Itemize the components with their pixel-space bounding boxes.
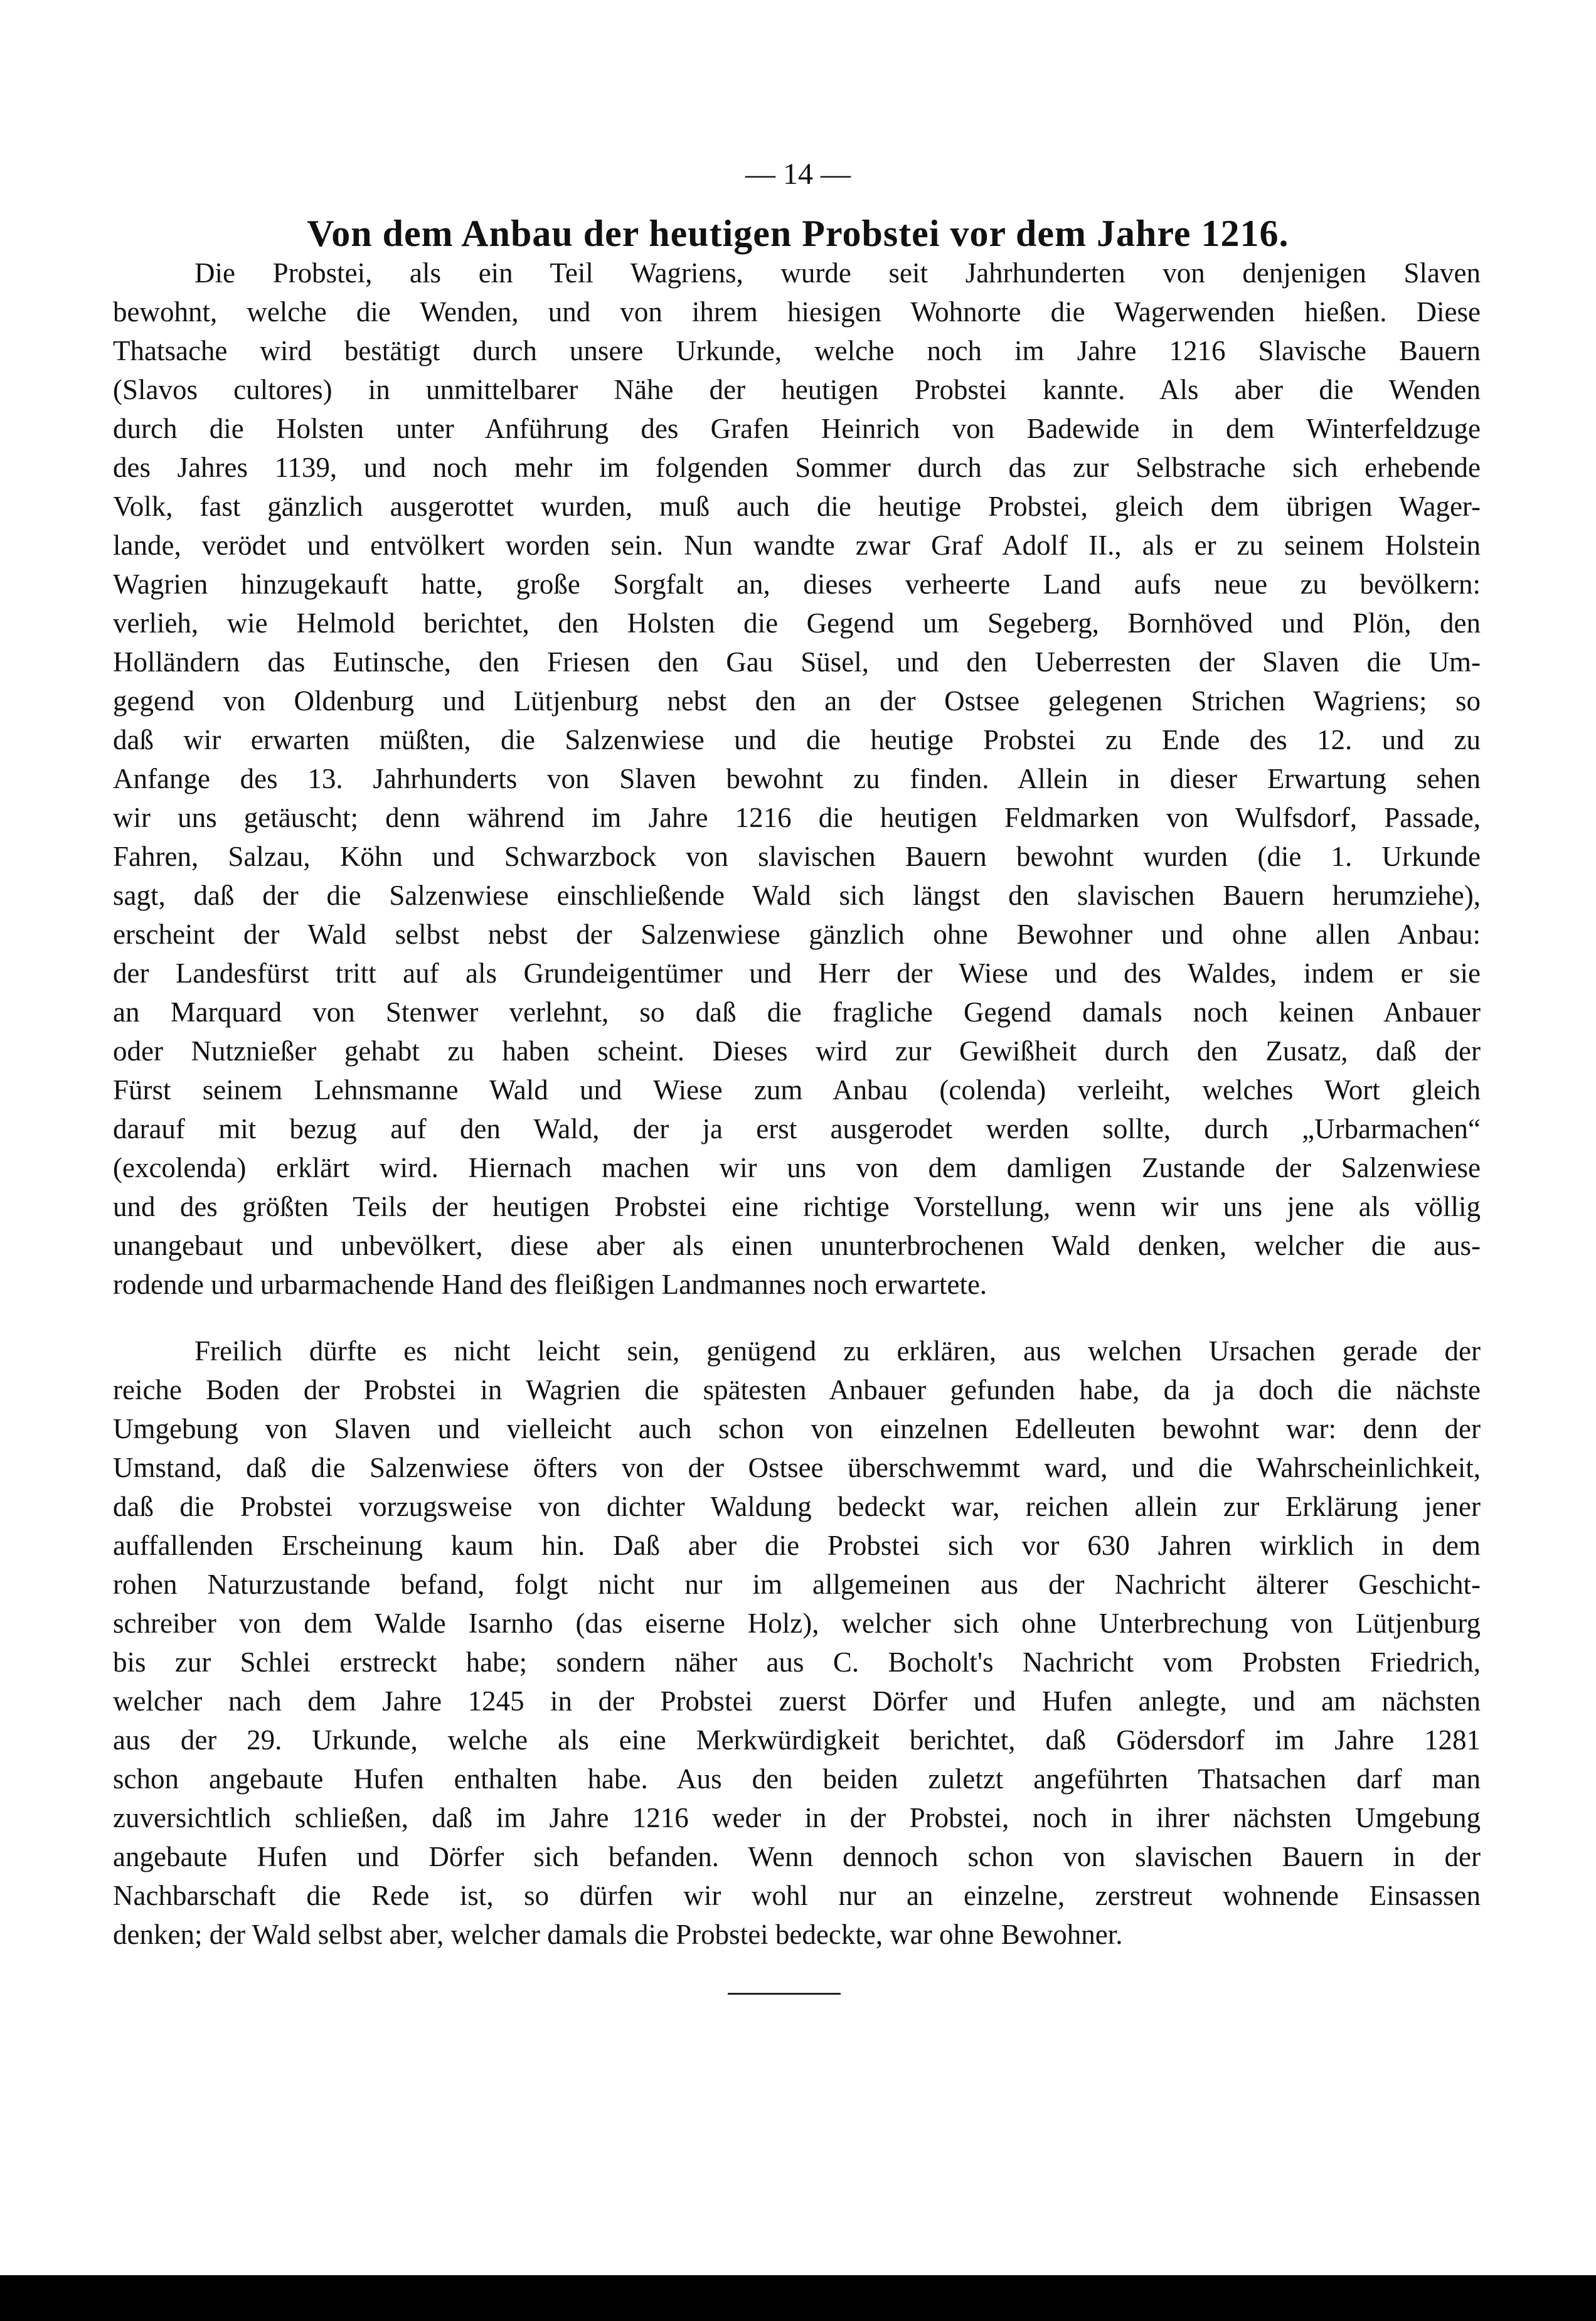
text-line: bewohnt, welche die Wenden, und von ihrem hiesigen Wohnorte die Wagerwenden hießen. Diese: [113, 296, 1481, 328]
text-line: und des größten Teils der heutigen Probstei eine richtige Vorstellung, wenn wir uns jene als völlig: [113, 1191, 1481, 1222]
text-line: rodende und urbarmachende Hand des fleißigen Landmannes noch erwartete.: [113, 1269, 987, 1300]
text-line: auffallenden Erscheinung kaum hin. Daß aber die Probstei sich vor 630 Jahren wirklich in dem: [113, 1530, 1481, 1561]
scan-bottom-border: [0, 2275, 1596, 2321]
text-line: Freilich dürfte es nicht leicht sein, genügend zu erklären, aus welchen Ursachen gerade der: [194, 1335, 1481, 1367]
text-line: daß die Probstei vorzugsweise von dichter Waldung bedeckt war, reichen allein zur Erklärung jener: [113, 1491, 1481, 1522]
text-line: Thatsache wird bestätigt durch unsere Urkunde, welche noch im Jahre 1216 Slavische Bauern: [113, 335, 1481, 366]
text-line: sagt, daß der die Salzenwiese einschließende Wald sich längst den slavischen Bauern herumziehe),: [113, 880, 1481, 911]
text-line: verlieh, wie Helmold berichtet, den Holsten die Gegend um Segeberg, Bornhöved und Plön, den: [113, 607, 1481, 639]
text-line: (Slavos cultores) in unmittelbarer Nähe der heutigen Probstei kannte. Als aber die Wenden: [113, 374, 1481, 405]
text-line: daß wir erwarten müßten, die Salzenwiese und die heutige Probstei zu Ende des 12. und zu: [113, 724, 1481, 755]
text-line: lande, verödet und entvölkert worden sein. Nun wandte zwar Graf Adolf II., als er zu seinem Holstein: [113, 530, 1481, 561]
text-line: reiche Boden der Probstei in Wagrien die spätesten Anbauer gefunden habe, da ja doch die nächste: [113, 1374, 1481, 1406]
text-line: rohen Naturzustande befand, folgt nicht nur im allgemeinen aus der Nachricht älterer Geschicht-: [113, 1569, 1481, 1600]
text-line: der Landesfürst tritt auf als Grundeigentümer und Herr der Wiese und des Waldes, indem er sie: [113, 958, 1481, 989]
text-line: darauf mit bezug auf den Wald, der ja erst ausgerodet werden sollte, durch „Urbarmachen“: [113, 1113, 1481, 1144]
text-line: Die Probstei, als ein Teil Wagriens, wurde seit Jahrhunderten von denjenigen Slaven: [194, 257, 1481, 289]
text-line: durch die Holsten unter Anführung des Grafen Heinrich von Badewide in dem Winterfeldzuge: [113, 413, 1481, 444]
text-line: Wagrien hinzugekauft hatte, große Sorgfalt an, dieses verheerte Land aufs neue zu bevölkern:: [113, 568, 1481, 600]
text-line: (excolenda) erklärt wird. Hiernach machen wir uns von dem damligen Zustande der Salzenwiese: [113, 1152, 1481, 1183]
text-line: denken; der Wald selbst aber, welcher damals die Probstei bedeckte, war ohne Bewohner.: [113, 1919, 1123, 1950]
section-heading: Von dem Anbau der heutigen Probstei vor dem Jahre 1216.: [307, 213, 1289, 254]
end-rule-divider: [728, 1993, 841, 1995]
page-number: — 14 —: [745, 157, 851, 191]
text-line: schreiber von dem Walde Isarnho (das eiserne Holz), welcher sich ohne Unterbrechung von Lütjenburg: [113, 1608, 1481, 1639]
text-line: unangebaut und unbevölkert, diese aber als einen ununterbrochenen Wald denken, welcher die aus-: [113, 1230, 1481, 1261]
text-line: des Jahres 1139, und noch mehr im folgenden Sommer durch das zur Selbstrache sich erhebende: [113, 452, 1481, 483]
text-line: aus der 29. Urkunde, welche als eine Merkwürdigkeit berichtet, daß Gödersdorf im Jahre 1281: [113, 1724, 1481, 1756]
paragraph-1: [113, 253, 1481, 1304]
text-line: welcher nach dem Jahre 1245 in der Probstei zuerst Dörfer und Hufen anlegte, und am nächsten: [113, 1685, 1481, 1717]
text-line: gegend von Oldenburg und Lütjenburg nebst den an der Ostsee gelegenen Strichen Wagriens; so: [113, 685, 1481, 717]
text-line: Fahren, Salzau, Köhn und Schwarzbock von slavischen Bauern bewohnt wurden (die 1. Urkunde: [113, 841, 1481, 872]
paragraph-2: [113, 1331, 1481, 1954]
text-line: Volk, fast gänzlich ausgerottet wurden, muß auch die heutige Probstei, gleich dem übrigen Wager-: [113, 491, 1481, 522]
text-line: an Marquard von Stenwer verlehnt, so daß die fragliche Gegend damals noch keinen Anbauer: [113, 996, 1481, 1028]
text-line: Holländern das Eutinsche, den Friesen den Gau Süsel, und den Ueberresten der Slaven die Um-: [113, 646, 1481, 678]
text-line: zuversichtlich schließen, daß im Jahre 1216 weder in der Probstei, noch in ihrer nächsten Umgebung: [113, 1802, 1481, 1833]
text-line: wir uns getäuscht; denn während im Jahre 1216 die heutigen Feldmarken von Wulfsdorf, Passade,: [113, 802, 1481, 833]
text-line: oder Nutznießer gehabt zu haben scheint. Dieses wird zur Gewißheit durch den Zusatz, daß der: [113, 1035, 1481, 1067]
text-line: angebaute Hufen und Dörfer sich befanden. Wenn dennoch schon von slavischen Bauern in der: [113, 1841, 1481, 1872]
text-line: erscheint der Wald selbst nebst der Salzenwiese gänzlich ohne Bewohner und ohne allen Anbau:: [113, 919, 1481, 950]
text-line: Fürst seinem Lehnsmanne Wald und Wiese zum Anbau (colenda) verleiht, welches Wort gleich: [113, 1074, 1481, 1106]
text-line: bis zur Schlei erstreckt habe; sondern näher aus C. Bocholt's Nachricht vom Probsten Friedrich,: [113, 1646, 1481, 1678]
text-line: schon angebaute Hufen enthalten habe. Aus den beiden zuletzt angeführten Thatsachen darf man: [113, 1763, 1481, 1795]
text-line: Nachbarschaft die Rede ist, so dürfen wir wohl nur an einzelne, zerstreut wohnende Einsassen: [113, 1880, 1481, 1911]
text-line: Anfange des 13. Jahrhunderts von Slaven bewohnt zu finden. Allein in dieser Erwartung sehen: [113, 763, 1481, 794]
text-line: Umgebung von Slaven und vielleicht auch schon von einzelnen Edelleuten bewohnt war: denn der: [113, 1413, 1481, 1444]
text-line: Umstand, daß die Salzenwiese öfters von der Ostsee überschwemmt ward, und die Wahrscheinlichkeit,: [113, 1452, 1481, 1483]
